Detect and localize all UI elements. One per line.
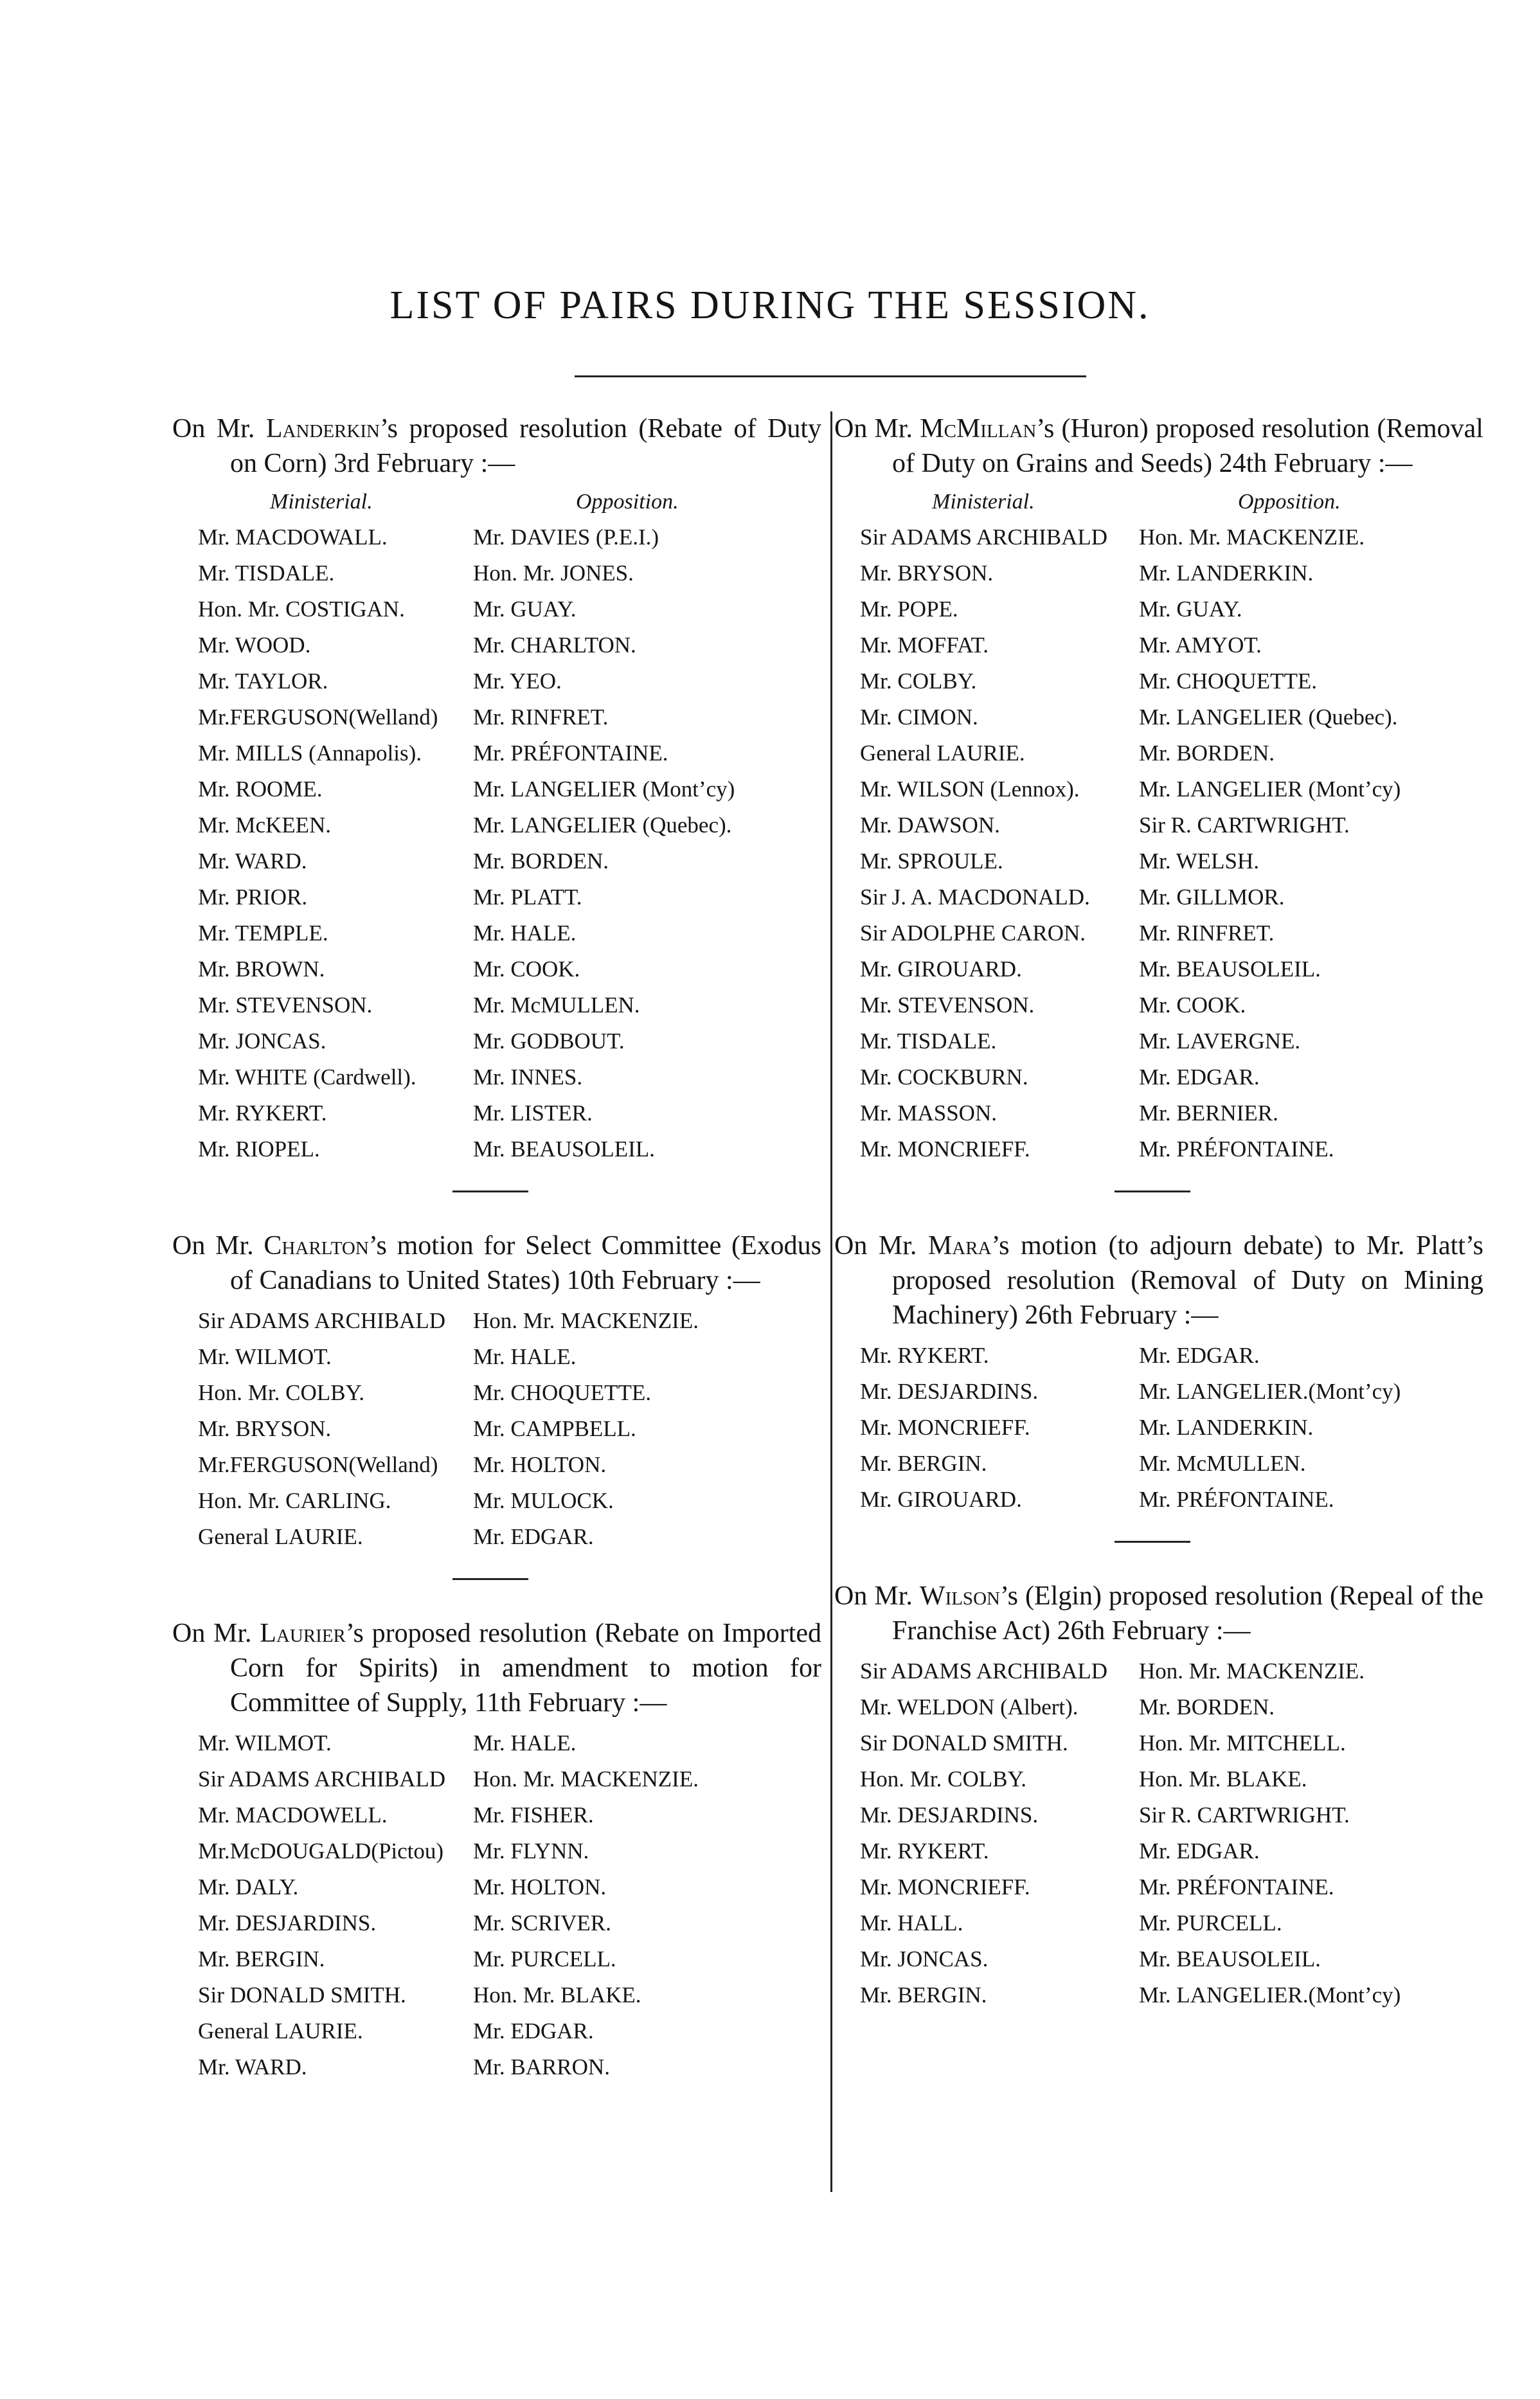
opposition-member: Mr. BORDEN. [1139, 741, 1275, 766]
ministerial-member: Mr. TISDALE. [860, 1029, 997, 1054]
opposition-member: Mr. CHOQUETTE. [473, 1380, 652, 1405]
opposition-member: Mr. CAMPBELL. [473, 1416, 636, 1441]
opposition-member: Mr. HALE. [473, 1730, 577, 1756]
heading-text: ’s proposed resolution (Rebate of Duty on Corn) 3rd February :— [230, 414, 821, 478]
heading-prefix: On Mr. [834, 1231, 928, 1261]
opposition-member: Mr. BARRON. [473, 2054, 610, 2080]
ministerial-member: Mr. MACDOWELL. [198, 1802, 388, 1828]
ministerial-header: Ministerial. [270, 490, 373, 514]
section-heading [172, 411, 821, 481]
opposition-member: Mr. PURCELL. [473, 1946, 616, 1972]
opposition-member: Mr. BORDEN. [1139, 1694, 1275, 1720]
member-name: Wilson [919, 1581, 1000, 1611]
opposition-member: Sir R. CARTWRIGHT. [1139, 813, 1350, 838]
member-name: Mara [927, 1231, 992, 1261]
ministerial-member: Mr. HALL. [860, 1910, 963, 1936]
ministerial-member: Mr. WARD. [198, 2054, 307, 2080]
opposition-member: Mr. LISTER. [473, 1101, 593, 1126]
ministerial-member: Sir DONALD SMITH. [198, 1982, 406, 2008]
ministerial-member: Mr. JONCAS. [198, 1029, 327, 1054]
opposition-member: Mr. RINFRET. [1139, 921, 1275, 946]
ministerial-member: Mr. DESJARDINS. [860, 1379, 1039, 1404]
pairs-list [834, 519, 1483, 1167]
section-heading [172, 1616, 821, 1720]
opposition-member: Mr. LANDERKIN. [1139, 561, 1314, 586]
ministerial-member: Mr. MACDOWALL. [198, 525, 388, 550]
opposition-member: Sir R. CARTWRIGHT. [1139, 1802, 1350, 1828]
ministerial-member: Mr. STEVENSON. [860, 993, 1035, 1018]
opposition-member: Mr. GODBOUT. [473, 1029, 625, 1054]
ministerial-member: Hon. Mr. COLBY. [860, 1766, 1026, 1792]
pairs-list [834, 1653, 1483, 2013]
heading-text: ’s motion (to adjourn debate) to Mr. Platt’s proposed resolution (Removal of Duty on Mining Machinery) 26th February :— [892, 1231, 1483, 1330]
opposition-member: Hon. Mr. BLAKE. [1139, 1766, 1307, 1792]
opposition-member: Mr. RINFRET. [473, 705, 609, 730]
heading-prefix: On Mr. [172, 1231, 264, 1261]
ministerial-member: Mr. RYKERT. [860, 1343, 989, 1368]
opposition-member: Hon. Mr. MACKENZIE. [1139, 1658, 1365, 1684]
section-heading [834, 1228, 1483, 1333]
ministerial-member: Mr. DESJARDINS. [198, 1910, 377, 1936]
opposition-header: Opposition. [1238, 490, 1341, 514]
opposition-member: Mr. PLATT. [473, 885, 582, 910]
ministerial-member: Mr. DAWSON. [860, 813, 1000, 838]
ministerial-member: Mr. WILMOT. [198, 1344, 332, 1369]
opposition-member: Mr. MULOCK. [473, 1488, 614, 1513]
column-rule [830, 411, 832, 2192]
opposition-member: Mr. BERNIER. [1139, 1101, 1278, 1126]
ministerial-member: General LAURIE. [198, 1524, 363, 1549]
ministerial-member: Mr. COLBY. [860, 669, 977, 694]
opposition-member: Mr. PURCELL. [1139, 1910, 1282, 1936]
ministerial-member: Mr. CIMON. [860, 705, 978, 730]
member-name: McMillan [920, 414, 1037, 444]
ministerial-member: Mr. MONCRIEFF. [860, 1137, 1030, 1162]
opposition-member: Mr. FISHER. [473, 1802, 594, 1828]
opposition-member: Mr. EDGAR. [1139, 1838, 1260, 1864]
ministerial-member: Mr.FERGUSON(Welland) [198, 1452, 438, 1477]
opposition-member: Hon. Mr. MITCHELL. [1139, 1730, 1346, 1756]
ministerial-member: Mr. MILLS (Annapolis). [198, 741, 422, 766]
opposition-member: Mr. GUAY. [1139, 597, 1242, 622]
pairs-list [172, 519, 821, 1167]
column-headers [834, 486, 1483, 518]
ministerial-member: Mr. RYKERT. [860, 1838, 989, 1864]
column-headers [172, 486, 821, 518]
opposition-member: Mr. LANGELIER (Mont’cy) [1139, 777, 1401, 802]
opposition-member: Mr. WELSH. [1139, 849, 1259, 874]
pairs-list [834, 1338, 1483, 1518]
heading-text: ’s proposed resolution (Rebate on Imported Corn for Spirits) in amendment to motion for Committee of Supply, 11th February :— [230, 1619, 821, 1718]
section-heading [834, 411, 1483, 481]
opposition-member: Mr. HOLTON. [473, 1452, 607, 1477]
heading-prefix: On Mr. [172, 414, 266, 444]
ministerial-member: Sir ADAMS ARCHIBALD [860, 1658, 1108, 1684]
opposition-member: Mr. BEAUSOLEIL. [473, 1137, 655, 1162]
opposition-member: Mr. LANGELIER.(Mont’cy) [1139, 1379, 1401, 1404]
member-name: Charlton [264, 1231, 369, 1261]
opposition-member: Mr. PRÉFONTAINE. [473, 741, 668, 766]
ministerial-member: Mr.FERGUSON(Welland) [198, 705, 438, 730]
ministerial-member: Mr. MONCRIEFF. [860, 1415, 1030, 1440]
opposition-member: Mr. AMYOT. [1139, 633, 1262, 658]
opposition-member: Hon. Mr. JONES. [473, 561, 634, 586]
opposition-member: Mr. COOK. [473, 957, 580, 982]
opposition-member: Mr. LANGELIER (Quebec). [1139, 705, 1398, 730]
pair-section [834, 1579, 1483, 2013]
member-name: Laurier [260, 1619, 346, 1648]
ministerial-member: Mr.McDOUGALD(Pictou) [198, 1838, 444, 1864]
opposition-member: Mr. McMULLEN. [473, 993, 640, 1018]
opposition-member: Mr. CHOQUETTE. [1139, 669, 1318, 694]
ministerial-member: Mr. SPROULE. [860, 849, 1003, 874]
ministerial-member: Mr. BERGIN. [860, 1982, 987, 2008]
ministerial-member: Mr. PRIOR. [198, 885, 308, 910]
opposition-member: Mr. EDGAR. [1139, 1343, 1260, 1368]
opposition-member: Mr. BORDEN. [473, 849, 609, 874]
ministerial-member: Mr. TAYLOR. [198, 669, 328, 694]
opposition-member: Mr. EDGAR. [473, 1524, 594, 1549]
ministerial-member: Mr. GIROUARD. [860, 957, 1022, 982]
ministerial-member: Mr. COCKBURN. [860, 1065, 1028, 1090]
ministerial-member: Mr. DALY. [198, 1874, 299, 1900]
heading-text: ’s (Huron) proposed resolution (Removal of Duty on Grains and Seeds) 24th February :— [892, 414, 1483, 478]
opposition-member: Mr. DAVIES (P.E.I.) [473, 525, 659, 550]
ministerial-member: Sir ADAMS ARCHIBALD [198, 1308, 446, 1333]
ministerial-member: Mr. BRYSON. [860, 561, 994, 586]
ministerial-member: Mr. GIROUARD. [860, 1487, 1022, 1512]
section-divider [1115, 1191, 1190, 1192]
opposition-member: Mr. LANGELIER (Quebec). [473, 813, 732, 838]
ministerial-member: Mr. WARD. [198, 849, 307, 874]
opposition-member: Mr. PRÉFONTAINE. [1139, 1874, 1334, 1900]
heading-prefix: On Mr. [834, 1581, 920, 1611]
ministerial-member: Sir ADAMS ARCHIBALD [860, 525, 1108, 550]
section-divider [1115, 1541, 1190, 1543]
ministerial-member: Mr. WILSON (Lennox). [860, 777, 1080, 802]
opposition-member: Mr. HOLTON. [473, 1874, 607, 1900]
ministerial-member: Mr. RIOPEL. [198, 1137, 320, 1162]
ministerial-member: Mr. MASSON. [860, 1101, 997, 1126]
opposition-member: Mr. LANDERKIN. [1139, 1415, 1314, 1440]
ministerial-member: Mr. ROOME. [198, 777, 323, 802]
opposition-member: Mr. COOK. [1139, 993, 1246, 1018]
ministerial-member: Mr. TISDALE. [198, 561, 335, 586]
ministerial-member: Mr. WOOD. [198, 633, 311, 658]
ministerial-member: Mr. WILMOT. [198, 1730, 332, 1756]
ministerial-member: Mr. STEVENSON. [198, 993, 373, 1018]
section-divider [452, 1578, 528, 1580]
ministerial-member: Sir ADOLPHE CARON. [860, 921, 1086, 946]
heading-text: ’s motion for Select Committee (Exodus of Canadians to United States) 10th February :— [230, 1231, 821, 1295]
opposition-member: Mr. LANGELIER.(Mont’cy) [1139, 1982, 1401, 2008]
opposition-member: Mr. EDGAR. [1139, 1065, 1260, 1090]
opposition-member: Mr. GUAY. [473, 597, 577, 622]
opposition-member: Mr. McMULLEN. [1139, 1451, 1306, 1476]
left-column [172, 411, 821, 2085]
ministerial-member: Mr. BRYSON. [198, 1416, 332, 1441]
opposition-member: Hon. Mr. MACKENZIE. [473, 1308, 699, 1333]
right-column [834, 411, 1483, 2013]
ministerial-member: Mr. BROWN. [198, 957, 325, 982]
opposition-member: Mr. GILLMOR. [1139, 885, 1285, 910]
opposition-member: Mr. LANGELIER (Mont’cy) [473, 777, 735, 802]
ministerial-member: Hon. Mr. COSTIGAN. [198, 597, 405, 622]
ministerial-member: Sir ADAMS ARCHIBALD [198, 1766, 446, 1792]
title-rule [575, 375, 1086, 377]
ministerial-member: Mr. McKEEN. [198, 813, 332, 838]
opposition-member: Mr. PRÉFONTAINE. [1139, 1487, 1334, 1512]
member-name: Landerkin [265, 414, 380, 444]
section-divider [452, 1191, 528, 1192]
heading-prefix: On Mr. [834, 414, 920, 444]
ministerial-member: Mr. DESJARDINS. [860, 1802, 1039, 1828]
opposition-member: Mr. PRÉFONTAINE. [1139, 1137, 1334, 1162]
page-title: LIST OF PAIRS DURING THE SESSION. [389, 283, 1151, 327]
ministerial-member: Mr. WHITE (Cardwell). [198, 1065, 416, 1090]
ministerial-member: Mr. WELDON (Albert). [860, 1694, 1079, 1720]
opposition-member: Mr. INNES. [473, 1065, 583, 1090]
ministerial-member: Mr. BERGIN. [198, 1946, 325, 1972]
opposition-member: Mr. HALE. [473, 921, 577, 946]
heading-prefix: On Mr. [172, 1619, 260, 1648]
opposition-member: Mr. CHARLTON. [473, 633, 636, 658]
opposition-member: Mr. BEAUSOLEIL. [1139, 1946, 1321, 1972]
heading-text: ’s (Elgin) proposed resolution (Repeal of the Franchise Act) 26th February :— [892, 1581, 1483, 1646]
opposition-member: Mr. LAVERGNE. [1139, 1029, 1301, 1054]
opposition-member: Mr. HALE. [473, 1344, 577, 1369]
ministerial-member: Mr. BERGIN. [860, 1451, 987, 1476]
pairs-list [172, 1725, 821, 2085]
ministerial-member: Mr. TEMPLE. [198, 921, 328, 946]
ministerial-member: Mr. RYKERT. [198, 1101, 327, 1126]
pair-section [172, 1616, 821, 2085]
ministerial-member: Sir J. A. MACDONALD. [860, 885, 1090, 910]
pair-section [834, 411, 1483, 1167]
ministerial-member: Mr. MONCRIEFF. [860, 1874, 1030, 1900]
opposition-member: Mr. FLYNN. [473, 1838, 589, 1864]
pair-section [172, 411, 821, 1167]
opposition-member: Hon. Mr. BLAKE. [473, 1982, 641, 2008]
pair-section [834, 1228, 1483, 1518]
ministerial-member: General LAURIE. [198, 2018, 363, 2044]
section-heading [834, 1579, 1483, 1648]
section-heading [172, 1228, 821, 1298]
opposition-header: Opposition. [576, 490, 679, 514]
opposition-member: Mr. BEAUSOLEIL. [1139, 957, 1321, 982]
ministerial-member: Mr. POPE. [860, 597, 958, 622]
pairs-list [172, 1303, 821, 1555]
pair-section [172, 1228, 821, 1555]
ministerial-member: General LAURIE. [860, 741, 1025, 766]
opposition-member: Mr. SCRIVER. [473, 1910, 611, 1936]
ministerial-member: Mr. JONCAS. [860, 1946, 989, 1972]
opposition-member: Mr. EDGAR. [473, 2018, 594, 2044]
ministerial-member: Hon. Mr. CARLING. [198, 1488, 391, 1513]
opposition-member: Mr. YEO. [473, 669, 562, 694]
opposition-member: Hon. Mr. MACKENZIE. [473, 1766, 699, 1792]
ministerial-member: Mr. MOFFAT. [860, 633, 989, 658]
ministerial-member: Sir DONALD SMITH. [860, 1730, 1068, 1756]
ministerial-header: Ministerial. [932, 490, 1035, 514]
opposition-member: Hon. Mr. MACKENZIE. [1139, 525, 1365, 550]
ministerial-member: Hon. Mr. COLBY. [198, 1380, 364, 1405]
